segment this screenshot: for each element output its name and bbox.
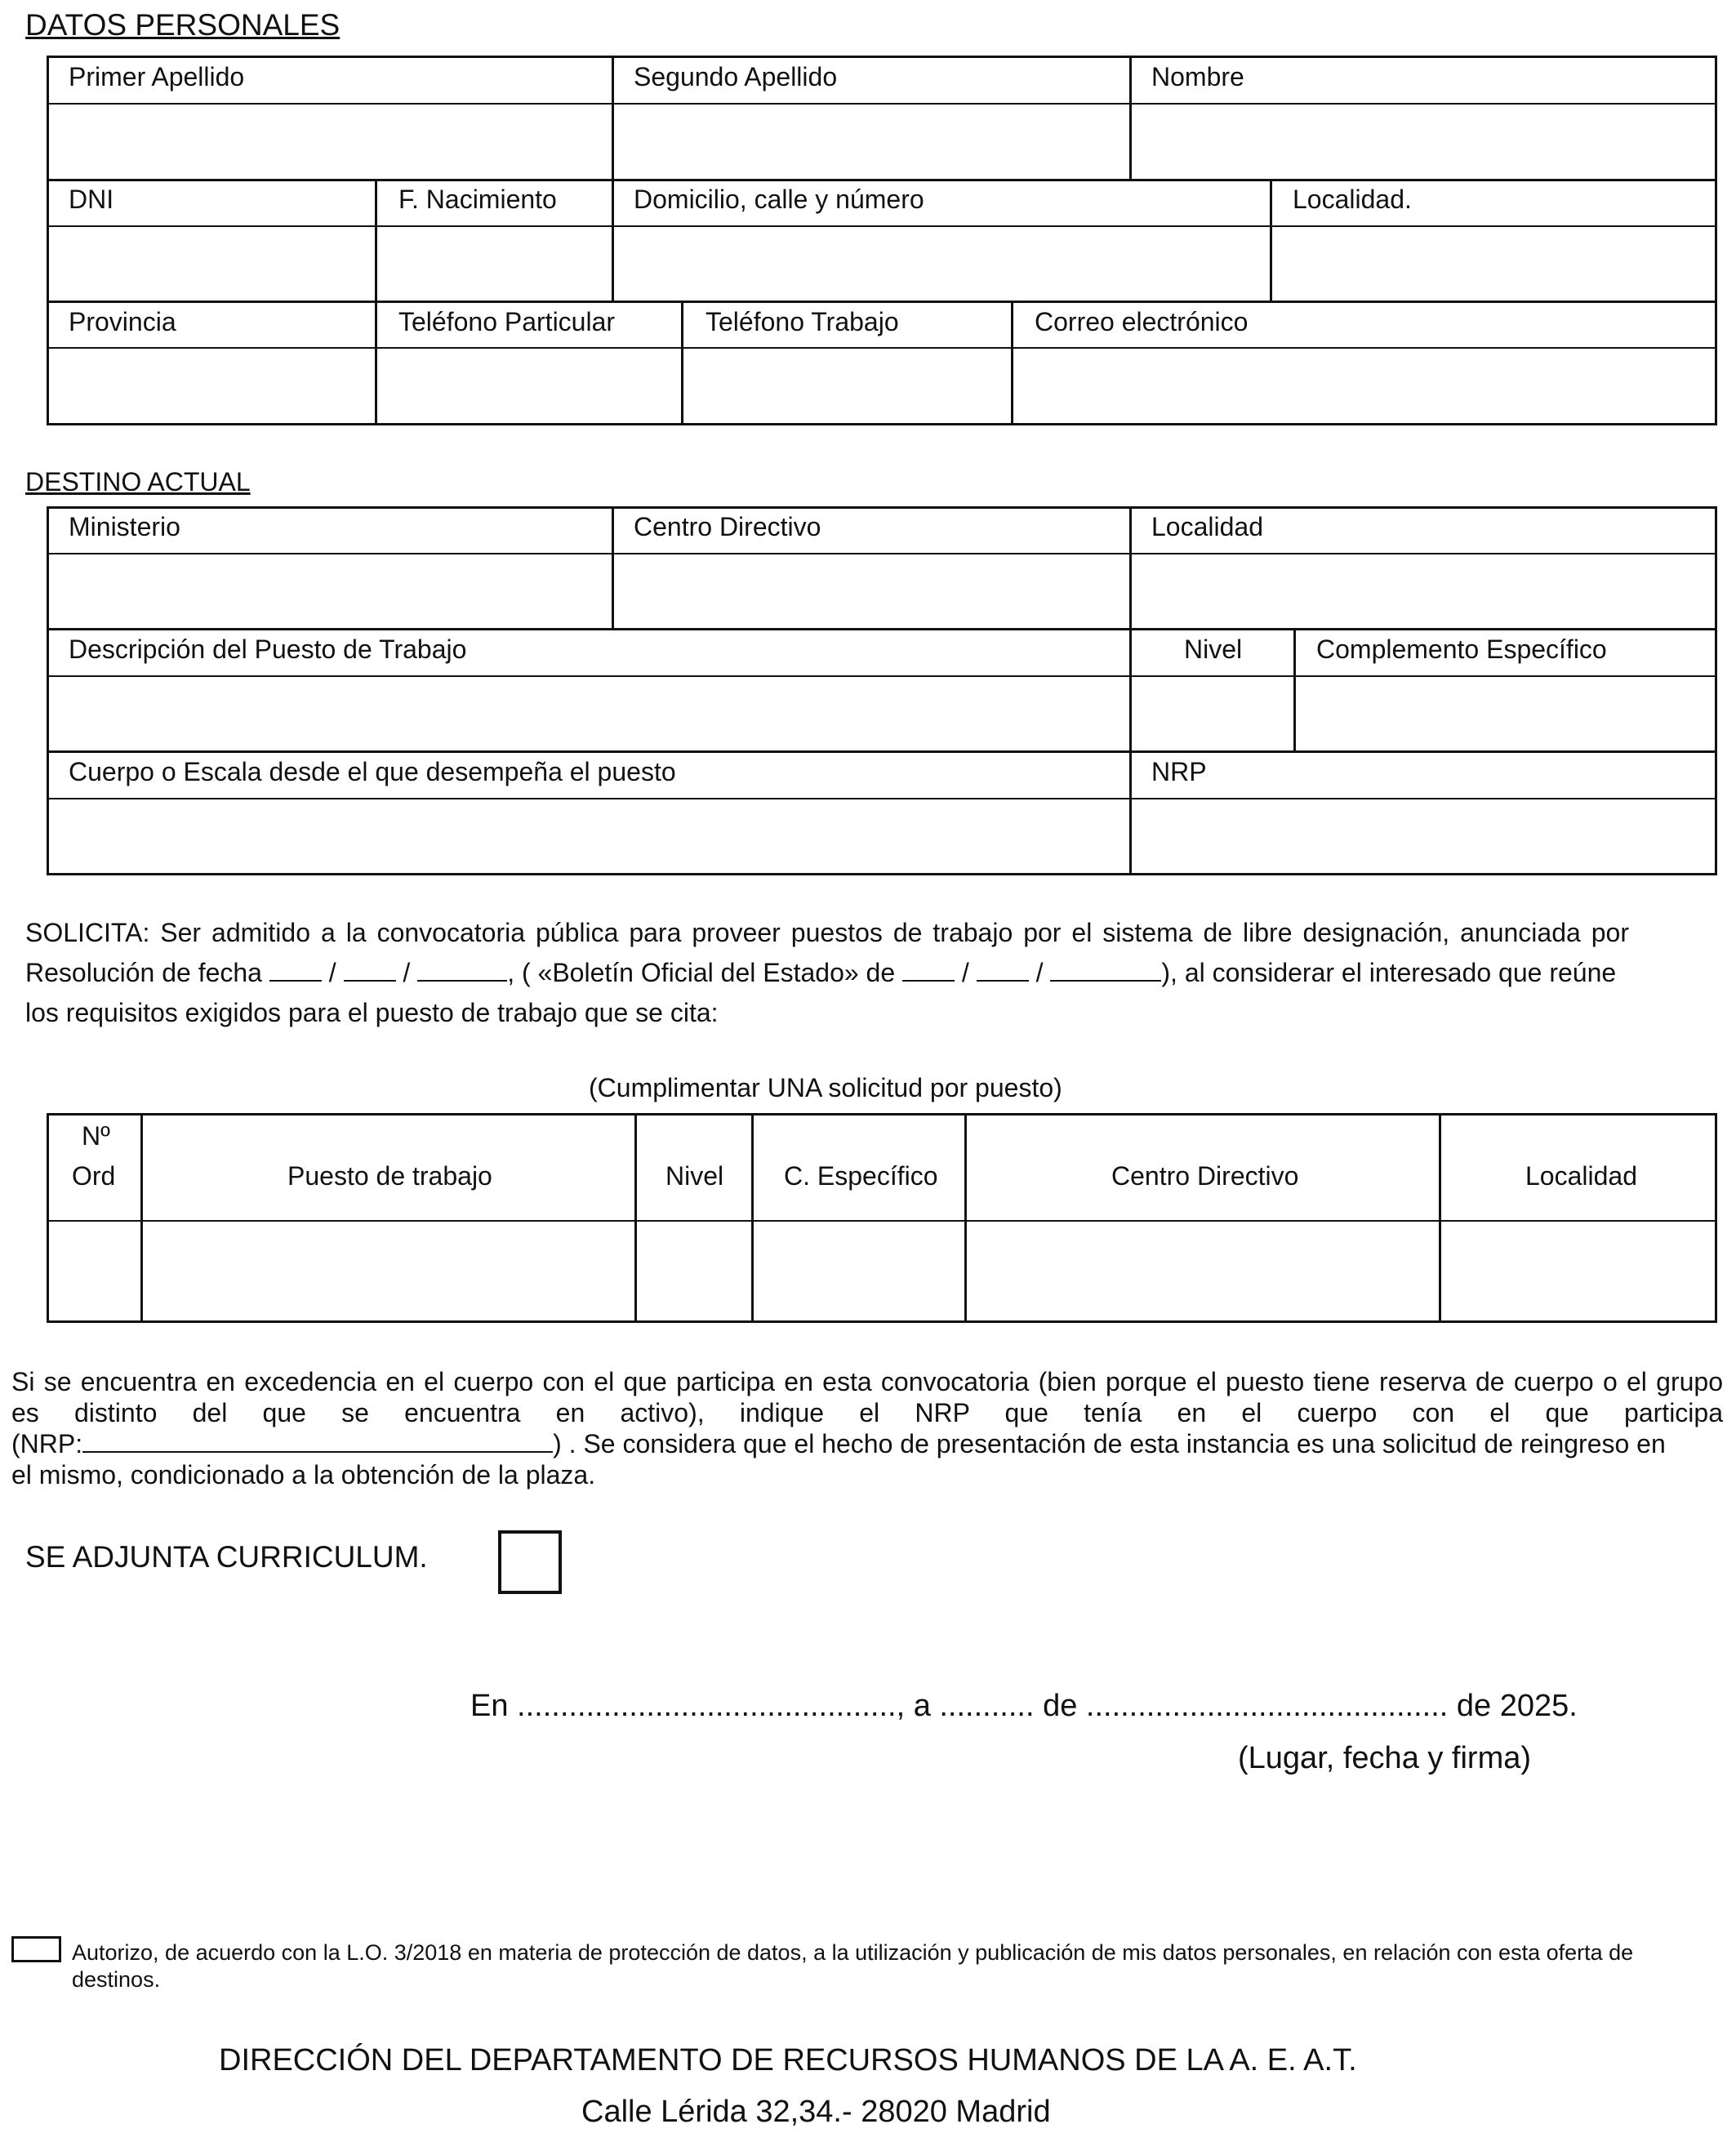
input-localidad[interactable] xyxy=(1441,1222,1715,1320)
autorizo-checkbox[interactable] xyxy=(11,1936,61,1962)
input-nombre[interactable] xyxy=(1132,105,1715,179)
input-puesto[interactable] xyxy=(143,1222,634,1320)
label-f-nacimiento: F. Nacimiento xyxy=(398,185,557,214)
autorizo-line-1: Autorizo, de acuerdo con la L.O. 3/2018 en materia de protección de datos, a la utilización y publicación de mis datos personales, en relación con esta oferta de xyxy=(72,1940,1634,1965)
label-domicilio: Domicilio, calle y número xyxy=(634,185,924,214)
header-n-ord-2: Ord xyxy=(72,1161,116,1191)
input-segundo-apellido[interactable] xyxy=(614,105,1129,179)
label-provincia: Provincia xyxy=(69,307,176,336)
section-title-datos-personales: DATOS PERSONALES xyxy=(25,8,341,42)
input-dni[interactable] xyxy=(49,227,375,301)
label-segundo-apellido: Segundo Apellido xyxy=(634,62,838,91)
solicita-line-2 xyxy=(25,953,1629,993)
resolucion-label: Resolución de fecha xyxy=(25,958,262,987)
footer-address: Calle Lérida 32,34.- 28020 Madrid xyxy=(581,2095,1051,2129)
nrp-open: (NRP: xyxy=(11,1429,83,1458)
footer-direccion: DIRECCIÓN DEL DEPARTAMENTO DE RECURSOS HUMANOS DE LA A. E. A.T. xyxy=(219,2043,1357,2077)
label-centro-directivo-actual: Centro Directivo xyxy=(634,512,821,541)
label-correo: Correo electrónico xyxy=(1035,307,1249,336)
input-complemento-especifico[interactable] xyxy=(1296,677,1715,750)
curriculum-label: SE ADJUNTA CURRICULUM. xyxy=(25,1540,428,1574)
excedencia-line-4: el mismo, condicionado a la obtención de la plaza. xyxy=(11,1460,596,1490)
autorizo-line-2: destinos. xyxy=(72,1967,161,1992)
header-c-especifico: C. Específico xyxy=(784,1161,938,1191)
input-ministerio[interactable] xyxy=(49,554,612,628)
label-localidad-personal: Localidad. xyxy=(1293,185,1412,214)
header-puesto: Puesto de trabajo xyxy=(287,1161,492,1191)
input-n-ord[interactable] xyxy=(49,1222,140,1320)
label-telefono-trabajo: Teléfono Trabajo xyxy=(706,307,899,336)
date-separator: / xyxy=(328,958,336,987)
input-telefono-trabajo[interactable] xyxy=(683,349,1011,423)
label-primer-apellido: Primer Apellido xyxy=(69,62,245,91)
excedencia-line-3 xyxy=(11,1428,1723,1459)
resolucion-mes-blank[interactable] xyxy=(344,957,396,982)
boe-dia-blank[interactable] xyxy=(902,957,955,982)
input-localidad-personal[interactable] xyxy=(1272,227,1715,301)
firma-caption: (Lugar, fecha y firma) xyxy=(1238,1741,1532,1775)
curriculum-checkbox[interactable] xyxy=(498,1530,562,1594)
header-n-ord-1: Nº xyxy=(82,1121,110,1151)
label-telefono-particular: Teléfono Particular xyxy=(398,307,616,336)
label-nivel-actual: Nivel xyxy=(1184,635,1243,664)
boe-mes-blank[interactable] xyxy=(977,957,1029,982)
input-f-nacimiento[interactable] xyxy=(377,227,612,301)
label-localidad-actual: Localidad xyxy=(1151,512,1263,541)
boe-label: , ( «Boletín Oficial del Estado» de xyxy=(507,958,896,987)
section-title-destino-actual: DESTINO ACTUAL xyxy=(25,467,251,497)
input-descripcion-puesto[interactable] xyxy=(49,677,1129,750)
input-nrp[interactable] xyxy=(1132,799,1715,873)
header-localidad: Localidad xyxy=(1525,1161,1637,1191)
input-localidad-actual[interactable] xyxy=(1132,554,1715,628)
date-separator: / xyxy=(403,958,411,987)
resolucion-dia-blank[interactable] xyxy=(269,957,322,982)
input-telefono-particular[interactable] xyxy=(377,349,681,423)
solicita-line-2-end: ), al considerar el interesado que reúne xyxy=(1161,958,1617,987)
date-separator: / xyxy=(1035,958,1044,987)
boe-anio-blank[interactable] xyxy=(1050,957,1161,982)
label-cuerpo-escala: Cuerpo o Escala desde el que desempeña el puesto xyxy=(69,757,676,786)
solicita-line-1: SOLICITA: Ser admitido a la convocatoria pública para proveer puestos de trabajo por el sistema de libre designación, anunciada por xyxy=(25,918,1629,947)
resolucion-anio-blank[interactable] xyxy=(417,957,507,982)
label-ministerio: Ministerio xyxy=(69,512,180,541)
input-nivel-actual[interactable] xyxy=(1132,677,1293,750)
label-nombre: Nombre xyxy=(1151,62,1244,91)
input-centro-directivo[interactable] xyxy=(967,1222,1439,1320)
firma-line: En ............................................, a ........... de .......................................... de 2025. xyxy=(470,1689,1578,1723)
excedencia-line-3-end: ) . Se considera que el hecho de presentación de esta instancia es una solicitud de reingreso en xyxy=(553,1429,1666,1458)
input-correo[interactable] xyxy=(1013,349,1715,423)
label-dni: DNI xyxy=(69,185,114,214)
solicita-line-3: los requisitos exigidos para el puesto de trabajo que se cita: xyxy=(25,998,719,1027)
excedencia-line-1: Si se encuentra en excedencia en el cuerpo con el que participa en esta convocatoria (bien porque el puesto tiene reserva de cuerpo o el grupo xyxy=(11,1367,1723,1396)
input-primer-apellido[interactable] xyxy=(49,105,612,179)
input-cuerpo-escala[interactable] xyxy=(49,799,1129,873)
input-provincia[interactable] xyxy=(49,349,375,423)
label-complemento-especifico: Complemento Específico xyxy=(1316,635,1607,664)
input-c-especifico[interactable] xyxy=(754,1222,964,1320)
input-centro-directivo-actual[interactable] xyxy=(614,554,1129,628)
nrp-excedencia-blank[interactable] xyxy=(82,1432,553,1453)
header-nivel: Nivel xyxy=(665,1161,724,1191)
label-descripcion-puesto: Descripción del Puesto de Trabajo xyxy=(69,635,467,664)
input-nivel[interactable] xyxy=(637,1222,751,1320)
puestos-note: (Cumplimentar UNA solicitud por puesto) xyxy=(589,1073,1062,1102)
header-centro-directivo: Centro Directivo xyxy=(1111,1161,1299,1191)
date-separator: / xyxy=(961,958,969,987)
excedencia-line-2: es distinto del que se encuentra en activo), indique el NRP que tenía en el cuerpo con el que participa xyxy=(11,1398,1723,1427)
input-domicilio[interactable] xyxy=(614,227,1270,301)
label-nrp: NRP xyxy=(1151,757,1207,786)
